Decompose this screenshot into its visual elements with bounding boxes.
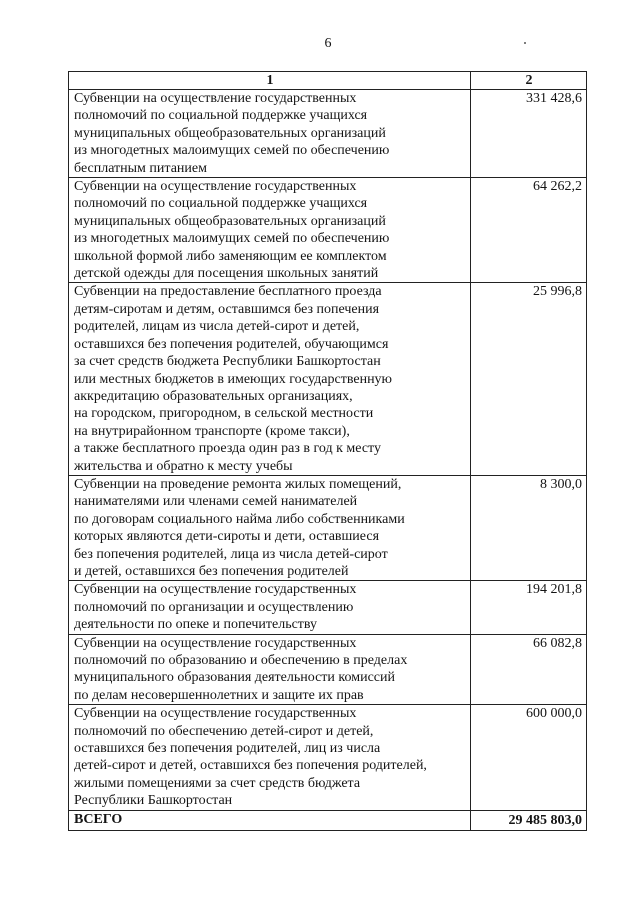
column-header-2: 2 (471, 72, 587, 90)
total-label: ВСЕГО (69, 810, 471, 830)
row-amount: 25 996,8 (471, 283, 587, 475)
row-description: Субвенции на осуществление государственных полномочий по социальной поддержке учащихся муниципальных общеобразовательных организаций из многодетных малоимущих семей по обеспечению школьной формой либо заменяющим ее комплектом детской одежды для посещения школьных занятий (69, 178, 471, 283)
table-header-row (69, 72, 587, 90)
row-description: Субвенции на проведение ремонта жилых помещений, нанимателями или членами семей нанимателей по договорам социального найма либо собственниками которых являются дети-сироты и дети, оставшиеся без попечения родителей, лица из числа детей-сирот и детей, оставшихся без попечения родителей (69, 475, 471, 580)
table-row (69, 634, 587, 705)
row-amount: 600 000,0 (471, 705, 587, 810)
row-description: Субвенции на предоставление бесплатного проезда детям-сиротам и детям, оставшимся без попечения родителей, лицам из числа детей-сирот и детей, оставшихся без попечения родителей, обучающимся за счет средств бюджета Республики Башкортостан или местных бюджетов в имеющих государственную аккредитацию образовательных организациях, на городском, пригородном, в сельской местности на внутрирайонном транспорте (кроме такси), а также бесплатного проезда один раз в год к месту жительства и обратно к месту учебы (69, 283, 471, 475)
page-number: 6 (324, 36, 332, 51)
table-row (69, 178, 587, 283)
row-description: Субвенции на осуществление государственных полномочий по социальной поддержке учащихся муниципальных общеобразовательных организаций из многодетных малоимущих семей по обеспечению бесплатным питанием (69, 90, 471, 178)
total-row (69, 810, 587, 830)
row-amount: 194 201,8 (471, 581, 587, 634)
row-description: Субвенции на осуществление государственных полномочий по обеспечению детей-сирот и детей, оставшихся без попечения родителей, лиц из числа детей-сирот и детей, оставшихся без попечения родителей, жилыми помещениями за счет средств бюджета Республики Башкортостан (69, 705, 471, 810)
total-amount: 29 485 803,0 (471, 810, 587, 830)
row-description: Субвенции на осуществление государственных полномочий по организации и осуществлению деятельности по опеке и попечительству (69, 581, 471, 634)
row-amount: 64 262,2 (471, 178, 587, 283)
row-amount: 8 300,0 (471, 475, 587, 580)
table-row (69, 90, 587, 178)
row-amount: 66 082,8 (471, 634, 587, 705)
subsidy-table (68, 71, 587, 831)
scan-speck (524, 42, 526, 44)
table-row (69, 705, 587, 810)
column-header-1: 1 (69, 72, 471, 90)
row-description: Субвенции на осуществление государственных полномочий по образованию и обеспечению в пределах муниципального образования деятельности комиссий по делам несовершеннолетних и защите их прав (69, 634, 471, 705)
table-row (69, 283, 587, 475)
table-row (69, 581, 587, 634)
table-row (69, 475, 587, 580)
row-amount: 331 428,6 (471, 90, 587, 178)
